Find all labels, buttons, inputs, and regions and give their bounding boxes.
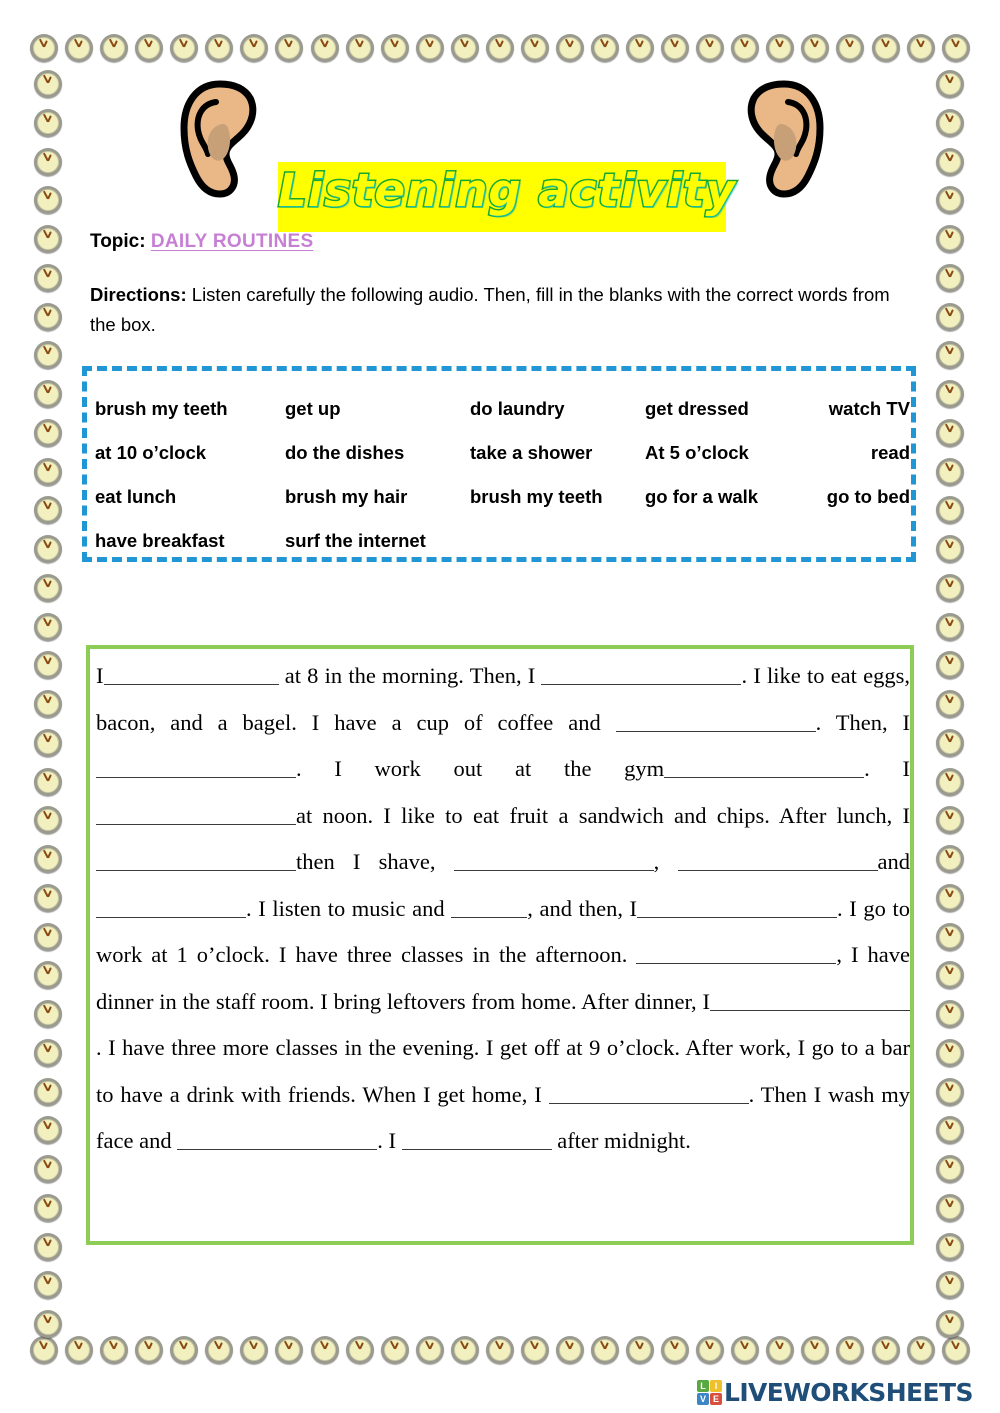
answer-blank[interactable] bbox=[96, 846, 296, 871]
clock-icon bbox=[696, 34, 724, 62]
word-bank-item[interactable]: do laundry bbox=[470, 398, 565, 419]
clock-icon bbox=[936, 264, 964, 292]
clock-icon bbox=[34, 884, 62, 912]
clock-icon bbox=[936, 225, 964, 253]
word-bank-item[interactable]: brush my teeth bbox=[470, 486, 603, 507]
clock-icon bbox=[936, 1078, 964, 1106]
clock-icon bbox=[135, 34, 163, 62]
clock-icon bbox=[451, 1336, 479, 1364]
clock-icon bbox=[34, 303, 62, 331]
clock-border-bottom bbox=[30, 1336, 970, 1364]
clock-icon bbox=[731, 34, 759, 62]
clock-icon bbox=[30, 34, 58, 62]
answer-blank[interactable] bbox=[549, 1079, 749, 1104]
clock-icon bbox=[936, 535, 964, 563]
word-bank-item[interactable]: have breakfast bbox=[95, 530, 225, 551]
clock-border-right bbox=[936, 70, 964, 1338]
answer-blank[interactable] bbox=[96, 893, 246, 918]
clock-icon bbox=[731, 1336, 759, 1364]
clock-icon bbox=[486, 1336, 514, 1364]
clock-icon bbox=[661, 34, 689, 62]
clock-icon bbox=[936, 574, 964, 602]
clock-icon bbox=[275, 1336, 303, 1364]
clock-icon bbox=[936, 845, 964, 873]
clock-icon bbox=[936, 1039, 964, 1067]
answer-blank[interactable] bbox=[616, 707, 816, 732]
clock-icon bbox=[170, 1336, 198, 1364]
answer-blank[interactable] bbox=[710, 986, 910, 1011]
clock-icon bbox=[591, 34, 619, 62]
clock-icon bbox=[936, 923, 964, 951]
clock-icon bbox=[556, 34, 584, 62]
word-bank-row bbox=[95, 519, 909, 563]
word-bank-item[interactable]: brush my teeth bbox=[95, 398, 228, 419]
brand-name: LIVEWORKSHEETS bbox=[724, 1377, 973, 1407]
answer-blank[interactable] bbox=[402, 1125, 552, 1150]
answer-blank[interactable] bbox=[96, 753, 296, 778]
clock-icon bbox=[30, 1336, 58, 1364]
passage-paragraph: I at 8 in the morning. Then, I . I like to eat eggs, bacon, and a bagel. I have a cup of coffee and . Then, I . I work out at the gym . I at noon. I like to eat fruit a sandwich and chips. After lunch, I then I shave, , and . I listen to music and , and then, I . I go to work at 1 o’clock. I have three classes in the afternoon. , I have dinner in the staff room. I bring leftovers from home. After dinner, I. I have three more classes in the evening. I get off at 9 o’clock. After work, I go to a bar to have a drink with friends. When I get home, I . Then I wash my face and . I after midnight. bbox=[96, 653, 910, 1165]
clock-icon bbox=[34, 1078, 62, 1106]
clock-icon bbox=[240, 1336, 268, 1364]
word-bank-item[interactable]: go for a walk bbox=[645, 486, 759, 507]
liveworksheets-logo bbox=[697, 1376, 973, 1408]
clock-icon bbox=[942, 1336, 970, 1364]
clock-icon bbox=[521, 1336, 549, 1364]
answer-blank[interactable] bbox=[678, 846, 878, 871]
clock-icon bbox=[34, 458, 62, 486]
clock-icon bbox=[936, 496, 964, 524]
word-bank-item[interactable]: do the dishes bbox=[285, 442, 405, 463]
clock-icon bbox=[34, 380, 62, 408]
clock-icon bbox=[416, 1336, 444, 1364]
clock-icon bbox=[801, 34, 829, 62]
clock-icon bbox=[626, 34, 654, 62]
clock-icon bbox=[311, 34, 339, 62]
clock-icon bbox=[381, 34, 409, 62]
live-logo-mark bbox=[697, 1380, 722, 1405]
clock-icon bbox=[591, 1336, 619, 1364]
clock-icon bbox=[34, 613, 62, 641]
word-bank-grid bbox=[95, 387, 909, 563]
clock-icon bbox=[65, 1336, 93, 1364]
word-bank-item[interactable]: eat lunch bbox=[95, 486, 177, 507]
clock-icon bbox=[34, 1271, 62, 1299]
answer-blank[interactable] bbox=[664, 753, 864, 778]
directions-block bbox=[90, 280, 914, 340]
clock-icon bbox=[936, 1155, 964, 1183]
clock-icon bbox=[451, 34, 479, 62]
clock-icon bbox=[936, 1116, 964, 1144]
clock-icon bbox=[626, 1336, 654, 1364]
ear-icon bbox=[176, 80, 262, 198]
clock-icon bbox=[34, 341, 62, 369]
passage-text bbox=[96, 653, 910, 1165]
clock-icon bbox=[100, 1336, 128, 1364]
answer-blank[interactable] bbox=[96, 800, 296, 825]
clock-icon bbox=[696, 1336, 724, 1364]
clock-icon bbox=[936, 1271, 964, 1299]
answer-blank[interactable] bbox=[541, 660, 741, 685]
clock-icon bbox=[275, 34, 303, 62]
clock-icon bbox=[34, 1194, 62, 1222]
clock-icon bbox=[34, 1000, 62, 1028]
clock-icon bbox=[34, 1116, 62, 1144]
clock-icon bbox=[936, 458, 964, 486]
clock-icon bbox=[240, 34, 268, 62]
clock-icon bbox=[65, 34, 93, 62]
word-bank-item[interactable]: brush my hair bbox=[285, 486, 408, 507]
clock-icon bbox=[766, 34, 794, 62]
clock-border-top bbox=[30, 34, 970, 62]
worksheet-header bbox=[0, 72, 1000, 217]
clock-icon bbox=[34, 1310, 62, 1338]
clock-icon bbox=[34, 1155, 62, 1183]
word-bank-item[interactable]: get up bbox=[285, 398, 341, 419]
word-bank-item[interactable]: surf the internet bbox=[285, 530, 426, 551]
clock-icon bbox=[34, 961, 62, 989]
clock-icon bbox=[135, 1336, 163, 1364]
answer-blank[interactable] bbox=[637, 893, 837, 918]
word-bank-item[interactable]: at 10 o’clock bbox=[95, 442, 207, 463]
logo-letter-i: I bbox=[710, 1380, 722, 1392]
clock-icon bbox=[936, 1194, 964, 1222]
clock-icon bbox=[34, 729, 62, 757]
word-bank-row bbox=[95, 475, 909, 519]
clock-icon bbox=[936, 651, 964, 679]
clock-icon bbox=[34, 923, 62, 951]
word-bank-item[interactable]: read bbox=[870, 442, 910, 463]
clock-icon bbox=[521, 34, 549, 62]
topic-label: Topic: bbox=[90, 231, 146, 252]
clock-icon bbox=[936, 961, 964, 989]
clock-icon bbox=[34, 845, 62, 873]
clock-icon bbox=[936, 380, 964, 408]
clock-icon bbox=[34, 690, 62, 718]
clock-icon bbox=[836, 1336, 864, 1364]
clock-icon bbox=[936, 729, 964, 757]
word-bank-box bbox=[82, 366, 916, 562]
clock-icon bbox=[34, 225, 62, 253]
clock-icon bbox=[34, 651, 62, 679]
passage-box bbox=[86, 645, 914, 1245]
clock-icon bbox=[936, 884, 964, 912]
clock-icon bbox=[100, 34, 128, 62]
clock-icon bbox=[836, 34, 864, 62]
clock-icon bbox=[661, 1336, 689, 1364]
clock-icon bbox=[936, 1233, 964, 1261]
ear-icon bbox=[742, 80, 828, 198]
logo-letter-v: V bbox=[697, 1393, 709, 1405]
word-bank-row bbox=[95, 431, 909, 475]
clock-icon bbox=[936, 419, 964, 447]
logo-letter-l: L bbox=[697, 1380, 709, 1392]
clock-icon bbox=[381, 1336, 409, 1364]
clock-icon bbox=[486, 34, 514, 62]
clock-icon bbox=[34, 768, 62, 796]
clock-icon bbox=[346, 1336, 374, 1364]
clock-icon bbox=[416, 34, 444, 62]
clock-icon bbox=[205, 34, 233, 62]
clock-icon bbox=[936, 303, 964, 331]
clock-icon bbox=[801, 1336, 829, 1364]
clock-icon bbox=[34, 1039, 62, 1067]
topic-line bbox=[90, 231, 313, 253]
word-bank-item[interactable]: watch TV bbox=[828, 398, 910, 419]
clock-icon bbox=[936, 1310, 964, 1338]
clock-icon bbox=[936, 613, 964, 641]
clock-icon bbox=[34, 496, 62, 524]
answer-blank[interactable] bbox=[104, 660, 279, 685]
topic-value: DAILY ROUTINES bbox=[150, 231, 314, 252]
clock-icon bbox=[936, 806, 964, 834]
answer-blank[interactable] bbox=[177, 1125, 377, 1150]
clock-icon bbox=[907, 34, 935, 62]
answer-blank[interactable] bbox=[451, 893, 527, 918]
word-bank-item[interactable]: go to bed bbox=[826, 486, 910, 507]
clock-icon bbox=[34, 806, 62, 834]
page-title: Listening activity bbox=[278, 164, 736, 217]
clock-icon bbox=[34, 535, 62, 563]
word-bank-item[interactable]: take a shower bbox=[470, 442, 593, 463]
clock-icon bbox=[936, 1000, 964, 1028]
clock-icon bbox=[936, 690, 964, 718]
title-highlight-band bbox=[278, 162, 736, 232]
clock-icon bbox=[556, 1336, 584, 1364]
clock-icon bbox=[907, 1336, 935, 1364]
answer-blank[interactable] bbox=[454, 846, 654, 871]
clock-icon bbox=[34, 264, 62, 292]
directions-text: Listen carefully the following audio. Then, fill in the blanks with the correct words from the box. bbox=[90, 284, 890, 335]
clock-icon bbox=[34, 419, 62, 447]
clock-icon bbox=[34, 574, 62, 602]
clock-icon bbox=[872, 1336, 900, 1364]
answer-blank[interactable] bbox=[636, 939, 836, 964]
clock-icon bbox=[346, 34, 374, 62]
word-bank-row bbox=[95, 387, 909, 431]
word-bank-item[interactable]: At 5 o’clock bbox=[645, 442, 749, 463]
clock-icon bbox=[205, 1336, 233, 1364]
clock-icon bbox=[170, 34, 198, 62]
directions-label: Directions: bbox=[90, 284, 187, 305]
logo-letter-e: E bbox=[710, 1393, 722, 1405]
clock-icon bbox=[766, 1336, 794, 1364]
clock-icon bbox=[34, 1233, 62, 1261]
clock-icon bbox=[936, 768, 964, 796]
clock-icon bbox=[872, 34, 900, 62]
clock-icon bbox=[311, 1336, 339, 1364]
clock-border-left bbox=[34, 70, 62, 1338]
clock-icon bbox=[942, 34, 970, 62]
clock-icon bbox=[936, 341, 964, 369]
word-bank-item[interactable]: get dressed bbox=[645, 398, 749, 419]
